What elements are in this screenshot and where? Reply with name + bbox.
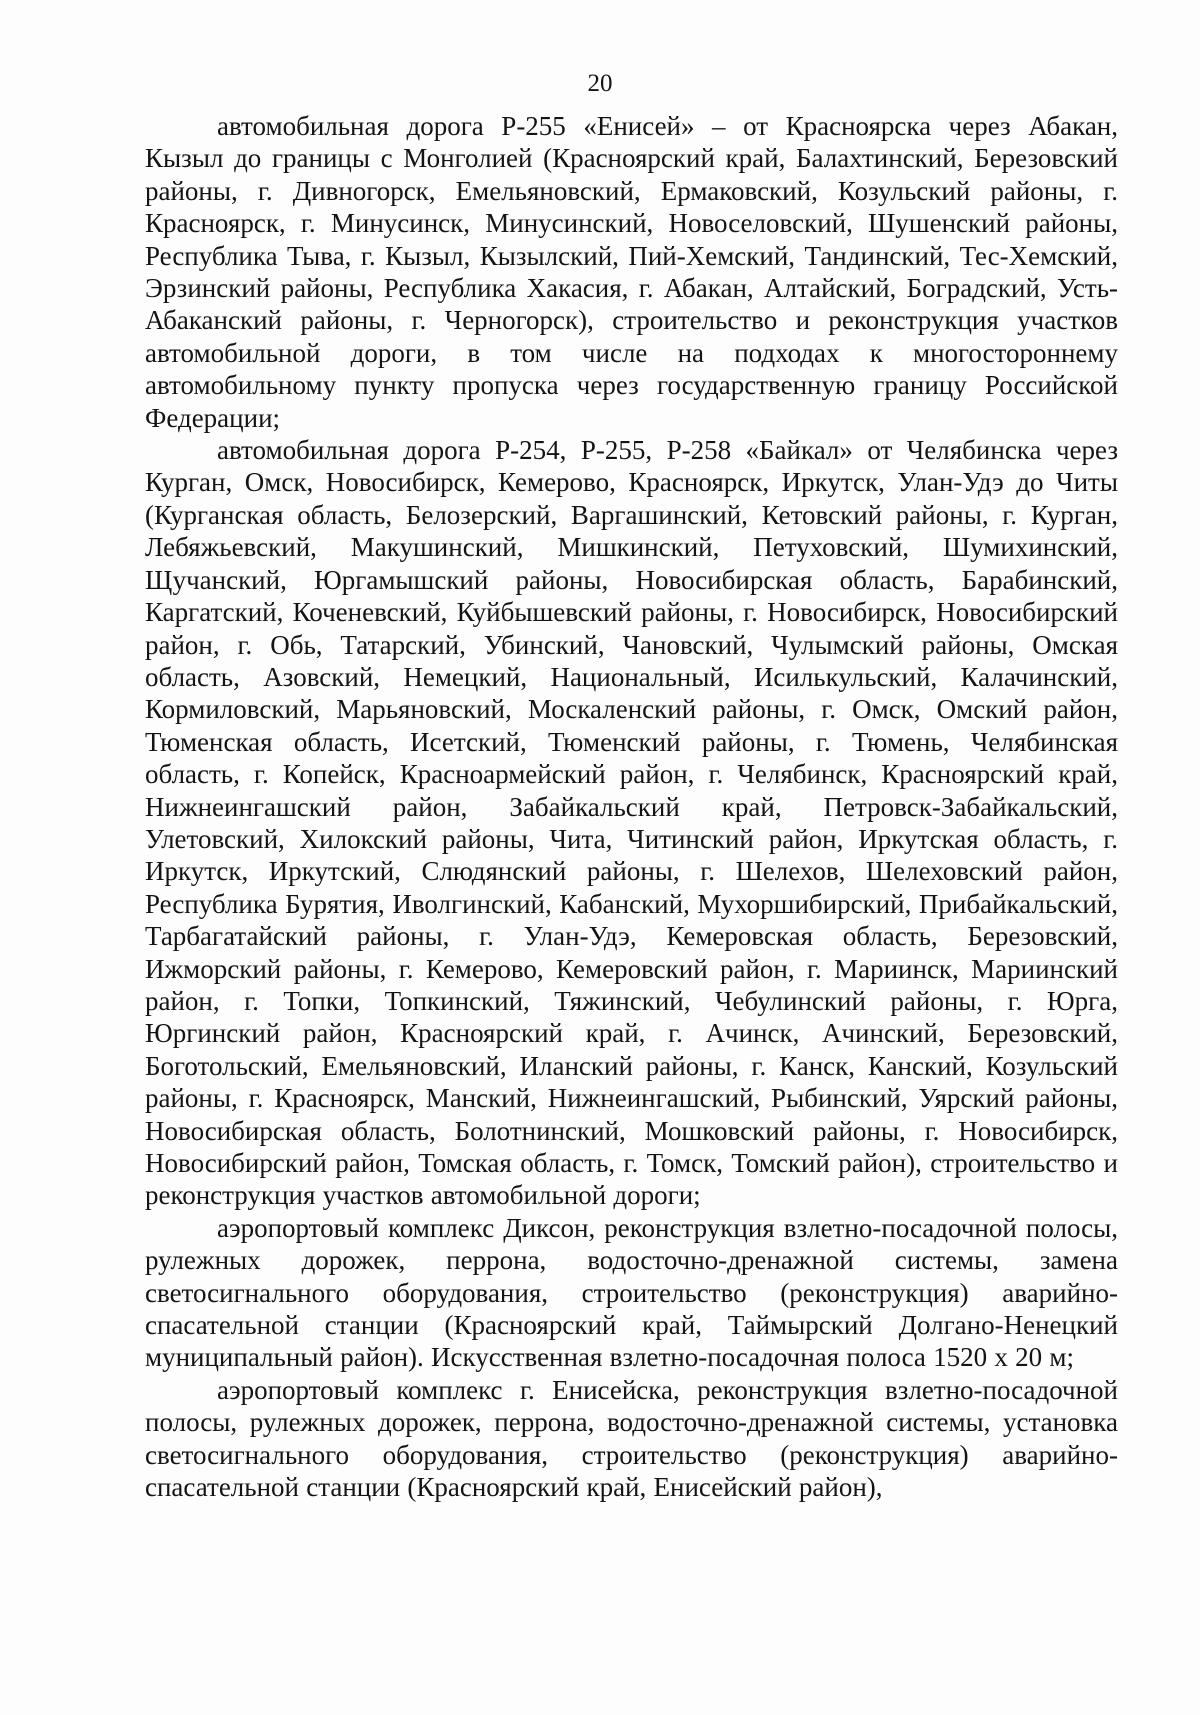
paragraph-road-r255-enisei: автомобильная дорога Р-255 «Енисей» – от Красноярска через Абакан, Кызыл до границы с Монголией (Красноярский край, Балахтинский, Березовский районы, г. Дивногорск, Емельяновский, Ермаковский, Козульский районы, г. Красноярск, г. Минусинск, Минусинский, Новоселовский, Шушенский районы, Республика Тыва, г. Кызыл, Кызылский, Пий-Хемский, Тандинский, Тес-Хемский, Эрзинский районы, Республика Хакасия, г. Абакан, Алтайский, Боградский, Усть-Абаканский районы, г. Черногорск), строительство и реконструкция участков автомобильной дороги, в том числе на подходах к многостороннему автомобильному пункту пропуска через государственную границу Российской Федерации;	[145, 111, 1118, 433]
paragraph-road-baikal: автомобильная дорога Р-254, Р-255, Р-258 «Байкал» от Челябинска через Курган, Омск, Новосибирск, Кемерово, Красноярск, Иркутск, Улан-Удэ до Читы (Курганская область, Белозерский, Варгашинский, Кетовский районы, г. Курган, Лебяжьевский, Макушинский, Мишкинский, Петуховский, Шумихинский, Щучанский, Юргамышский районы, Новосибирская область, Барабинский, Каргатский, Коченевский, Куйбышевский районы, г. Новосибирск, Новосибирский район, г. Обь, Татарский, Убинский, Чановский, Чулымский районы, Омская область, Азовский, Немецкий, Национальный, Исилькульский, Калачинский, Кормиловский, Марьяновский, Москаленский районы, г. Омск, Омский район, Тюменская область, Исетский, Тюменский районы, г. Тюмень, Челябинская область, г. Копейск, Красноармейский район, г. Челябинск, Красноярский край, Нижнеингашский район, Забайкальский край, Петровск-Забайкальский, Улетовский, Хилокский районы, Чита, Читинский район, Иркутская область, г. Иркутск, Иркутский, Слюдянский районы, г. Шелехов, Шелеховский район, Республика Бурятия, Иволгинский, Кабанский, Мухоршибирский, Прибайкальский, Тарбагатайский районы, г. Улан-Удэ, Кемеровская область, Березовский, Ижморский районы, г. Кемерово, Кемеровский район, г. Мариинск, Мариинский район, г. Топки, Топкинский, Тяжинский, Чебулинский районы, г. Юрга, Юргинский район, Красноярский край, г. Ачинск, Ачинский, Березовский, Боготольский, Емельяновский, Иланский районы, г. Канск, Канский, Козульский районы, г. Красноярск, Манский, Нижнеингашский, Рыбинский, Уярский районы, Новосибирская область, Болотнинский, Мошковский районы, г. Новосибирск, Новосибирский район, Томская область, г. Томск, Томский район), строительство и реконструкция участков автомобильной дороги;	[145, 435, 1118, 1211]
document-body	[145, 110, 1118, 1503]
paragraph-airport-dikson: аэропортовый комплекс Диксон, реконструкция взлетно-посадочной полосы, рулежных дорожек, перрона, водосточно-дренажной системы, замена светосигнального оборудования, строительство (реконструкция) аварийно-спасательной станции (Красноярский край, Таймырский Долгано-Ненецкий муниципальный район). Искусственная взлетно-посадочная полоса 1520 х 20 м;	[145, 1212, 1118, 1373]
paragraph-airport-eniseisk: аэропортовый комплекс г. Енисейска, реконструкция взлетно-посадочной полосы, рулежных дорожек, перрона, водосточно-дренажной системы, установка светосигнального оборудования, строительство (реконструкция) аварийно-спасательной станции (Красноярский край, Енисейский район),	[145, 1374, 1118, 1503]
page-number: 20	[587, 70, 613, 97]
